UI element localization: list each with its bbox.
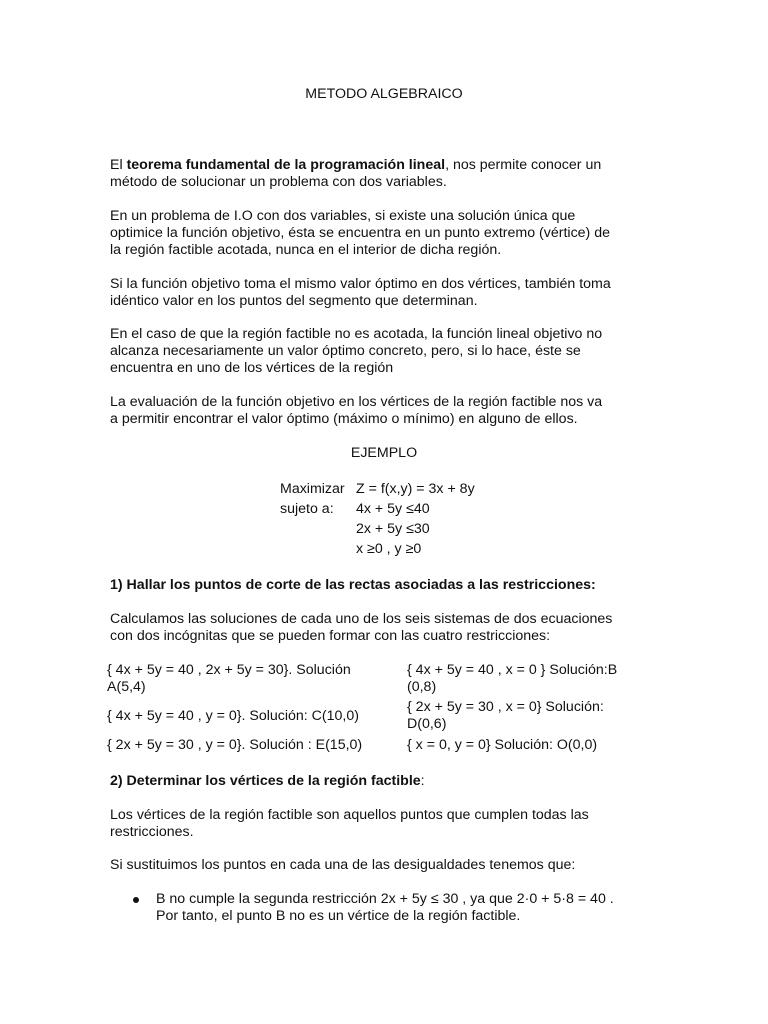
section-1-text	[110, 611, 660, 645]
p4-line: encuentra en uno de los vértices de la región	[110, 360, 394, 376]
section-2-heading-tail: :	[420, 773, 425, 789]
section-2-paragraph-1	[110, 807, 660, 841]
section-2-heading-bold: 2) Determinar los vértices de la región factible	[110, 773, 421, 789]
constraint-2: 2x + 5y ≤30	[356, 521, 430, 537]
system-o: { x = 0, y = 0} Solución: O(0,0)	[407, 737, 598, 753]
p2-line: la región factible acotada, nunca en el interior de dicha región.	[110, 242, 502, 258]
system-d-line-2: D(0,6)	[407, 716, 447, 732]
paragraph-4	[110, 326, 660, 377]
objective-function: Z = f(x,y) = 3x + 8y	[356, 481, 475, 497]
p5-line: La evaluación de la función objetivo en los vértices de la región factible nos va	[110, 394, 603, 410]
constraint-3: x ≥0 , y ≥0	[356, 541, 422, 557]
section-2-paragraph-2: Si sustituimos los puntos en cada una de las desigualdades tenemos que:	[110, 857, 576, 873]
example-heading: EJEMPLO	[350, 445, 418, 461]
bullet-line: B no cumple la segunda restricción 2x + 5y ≤ 30 , ya que 2·0 + 5·8 = 40 .	[156, 891, 614, 907]
system-a-line-1: { 4x + 5y = 40 , 2x + 5y = 30}. Solución	[107, 662, 351, 678]
document-title: METODO ALGEBRAICO	[305, 86, 463, 102]
system-b-line-1: { 4x + 5y = 40 , x = 0 } Solución:B	[407, 662, 618, 678]
system-e: { 2x + 5y = 30 , y = 0}. Solución : E(15,0)	[107, 737, 363, 753]
system-a-line-2: A(5,4)	[107, 679, 146, 695]
p4-line: alcanza necesariamente un valor óptimo concreto, pero, si lo hace, éste se	[110, 343, 581, 359]
p5-line: a permitir encontrar el valor óptimo (máximo o mínimo) en alguno de ellos.	[110, 411, 578, 427]
intro-line-1	[110, 157, 660, 174]
paragraph-5	[110, 394, 660, 428]
bullet-point-icon	[133, 897, 139, 903]
intro-prefix: El	[110, 157, 127, 173]
constraint-1: 4x + 5y ≤40	[356, 501, 430, 517]
system-d-line-1: { 2x + 5y = 30 , x = 0} Solución:	[407, 699, 604, 715]
section-2-heading	[110, 773, 660, 790]
intro-line1-rest: , nos permite conocer un	[445, 157, 602, 173]
system-c: { 4x + 5y = 40 , y = 0}. Solución: C(10,0)	[107, 708, 359, 724]
p4-line: En el caso de que la región factible no es acotada, la función lineal objetivo no	[110, 326, 603, 342]
subject-to-label: sujeto a:	[280, 501, 334, 517]
bullet-item	[156, 891, 676, 925]
p3-line: Si la función objetivo toma el mismo valor óptimo en dos vértices, también toma	[110, 276, 611, 292]
section-1-text-line: Calculamos las soluciones de cada uno de los seis sistemas de dos ecuaciones	[110, 611, 613, 627]
system-d	[407, 699, 667, 733]
bullet-line: Por tanto, el punto B no es un vértice de la región factible.	[156, 908, 521, 924]
intro-line-2: método de solucionar un problema con dos variables.	[110, 174, 447, 190]
section-1-heading: 1) Hallar los puntos de corte de las rectas asociadas a las restricciones:	[110, 577, 596, 593]
section-2-p1-line: restricciones.	[110, 824, 194, 840]
p3-line: idéntico valor en los puntos del segmento que determinan.	[110, 293, 478, 309]
system-b	[407, 662, 667, 696]
system-a	[107, 662, 397, 696]
intro-bold-term: teorema fundamental de la programación lineal	[126, 157, 446, 173]
maximize-label: Maximizar	[280, 481, 345, 497]
section-2-p1-line: Los vértices de la región factible son aquellos puntos que cumplen todas las	[110, 807, 589, 823]
paragraph-3	[110, 276, 660, 310]
section-1-text-line: con dos incógnitas que se pueden formar con las cuatro restricciones:	[110, 628, 551, 644]
system-b-line-2: (0,8)	[407, 679, 437, 695]
p2-line: En un problema de I.O con dos variables, si existe una solución única que	[110, 208, 576, 224]
paragraph-2	[110, 208, 660, 259]
intro-paragraph	[110, 157, 660, 191]
p2-line: optimice la función objetivo, ésta se encuentra en un punto extremo (vértice) de	[110, 225, 610, 241]
